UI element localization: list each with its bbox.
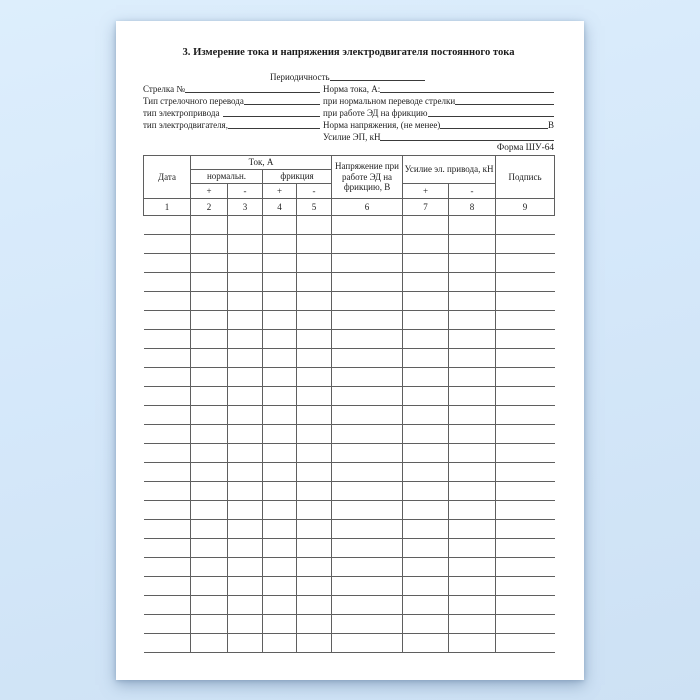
table-row	[144, 387, 555, 406]
empty-cell	[496, 596, 555, 615]
periodicity-label: Периодичность	[270, 72, 330, 82]
empty-cell	[191, 463, 228, 482]
empty-cell	[263, 539, 297, 558]
empty-cell	[297, 368, 332, 387]
empty-cell	[297, 520, 332, 539]
empty-cell	[403, 425, 449, 444]
empty-cell	[403, 615, 449, 634]
force-blank-line	[380, 131, 554, 141]
column-number: 8	[449, 199, 496, 216]
empty-cell	[228, 349, 263, 368]
empty-cell	[297, 235, 332, 254]
field-line-force	[143, 131, 554, 143]
empty-cell	[228, 596, 263, 615]
empty-cell	[332, 216, 403, 235]
empty-cell	[228, 216, 263, 235]
friction-work-blank-line	[428, 107, 554, 117]
empty-cell	[496, 444, 555, 463]
empty-cell	[263, 482, 297, 501]
empty-cell	[144, 463, 191, 482]
empty-cell	[449, 482, 496, 501]
empty-cell	[496, 292, 555, 311]
col-header-voltage: Напряжение при работе ЭД на фрикцию, В	[332, 156, 403, 199]
empty-cell	[228, 615, 263, 634]
empty-cell	[332, 368, 403, 387]
empty-cell	[263, 330, 297, 349]
empty-cell	[228, 558, 263, 577]
empty-cell	[144, 501, 191, 520]
column-number: 2	[191, 199, 228, 216]
empty-cell	[228, 634, 263, 653]
table-row	[144, 577, 555, 596]
empty-cell	[449, 349, 496, 368]
empty-cell	[297, 273, 332, 292]
empty-cell	[496, 577, 555, 596]
column-number: 4	[263, 199, 297, 216]
empty-cell	[144, 425, 191, 444]
empty-cell	[332, 482, 403, 501]
empty-cell	[228, 235, 263, 254]
empty-cell	[263, 311, 297, 330]
empty-cell	[263, 520, 297, 539]
sign-plus: +	[263, 184, 297, 199]
empty-cell	[449, 634, 496, 653]
table-row	[144, 444, 555, 463]
form-code: Форма ШУ-64	[496, 143, 554, 153]
empty-cell	[332, 254, 403, 273]
empty-cell	[403, 292, 449, 311]
col-header-current-group: Ток, А	[191, 156, 332, 170]
empty-cell	[496, 254, 555, 273]
empty-cell	[332, 615, 403, 634]
empty-cell	[496, 349, 555, 368]
empty-cell	[144, 349, 191, 368]
empty-cell	[228, 406, 263, 425]
empty-cell	[228, 577, 263, 596]
table-row	[144, 368, 555, 387]
empty-cell	[263, 463, 297, 482]
empty-cell	[228, 311, 263, 330]
empty-cell	[332, 387, 403, 406]
empty-cell	[263, 406, 297, 425]
empty-cell	[297, 634, 332, 653]
empty-cell	[297, 254, 332, 273]
empty-cell	[449, 425, 496, 444]
empty-cell	[403, 463, 449, 482]
empty-cell	[228, 482, 263, 501]
field-line-motor-type	[143, 119, 554, 131]
form-title: 3. Измерение тока и напряжения электродвигателя постоянного тока	[182, 47, 515, 58]
form-page	[116, 21, 584, 680]
empty-cell	[332, 273, 403, 292]
empty-cell	[297, 615, 332, 634]
empty-cell	[332, 311, 403, 330]
empty-cell	[496, 501, 555, 520]
col-header-date: Дата	[144, 156, 191, 199]
empty-cell	[297, 577, 332, 596]
sign-minus: -	[228, 184, 263, 199]
empty-cell	[144, 615, 191, 634]
empty-cell	[496, 539, 555, 558]
empty-cell	[297, 292, 332, 311]
empty-cell	[449, 292, 496, 311]
empty-cell	[403, 387, 449, 406]
empty-cell	[191, 273, 228, 292]
empty-cell	[449, 387, 496, 406]
table-row	[144, 501, 555, 520]
table-header	[144, 156, 555, 216]
switch-number-blank-line	[185, 83, 320, 93]
empty-cell	[403, 349, 449, 368]
empty-cell	[496, 482, 555, 501]
measurement-table	[143, 155, 555, 653]
empty-cell	[297, 463, 332, 482]
empty-cell	[191, 558, 228, 577]
empty-cell	[191, 254, 228, 273]
empty-cell	[228, 254, 263, 273]
empty-cell	[449, 368, 496, 387]
indent	[143, 71, 270, 83]
empty-cell	[263, 634, 297, 653]
empty-cell	[496, 425, 555, 444]
sign-minus: -	[449, 184, 496, 199]
table-row	[144, 235, 555, 254]
empty-cell	[403, 216, 449, 235]
empty-cell	[449, 558, 496, 577]
empty-cell	[332, 596, 403, 615]
empty-cell	[191, 368, 228, 387]
empty-cell	[191, 444, 228, 463]
voltage-norm-label: Норма напряжения, (не менее)	[323, 120, 441, 130]
empty-cell	[263, 216, 297, 235]
empty-cell	[449, 406, 496, 425]
empty-cell	[449, 330, 496, 349]
column-number: 3	[228, 199, 263, 216]
drive-type-blank-line	[223, 107, 320, 117]
empty-cell	[144, 216, 191, 235]
col-header-force: Усилие эл. привода, кН	[403, 156, 496, 184]
empty-cell	[191, 387, 228, 406]
motor-type-blank-line	[228, 119, 320, 129]
empty-cell	[403, 539, 449, 558]
empty-cell	[144, 311, 191, 330]
empty-cell	[449, 501, 496, 520]
empty-cell	[191, 520, 228, 539]
empty-cell	[144, 406, 191, 425]
table-row	[144, 254, 555, 273]
empty-cell	[144, 634, 191, 653]
empty-cell	[496, 235, 555, 254]
empty-cell	[228, 368, 263, 387]
empty-cell	[263, 235, 297, 254]
empty-cell	[263, 501, 297, 520]
table-body	[144, 216, 555, 653]
empty-cell	[191, 539, 228, 558]
empty-cell	[297, 216, 332, 235]
empty-cell	[403, 577, 449, 596]
empty-cell	[191, 330, 228, 349]
empty-cell	[263, 615, 297, 634]
table-row	[144, 311, 555, 330]
empty-cell	[228, 539, 263, 558]
empty-cell	[144, 444, 191, 463]
empty-cell	[228, 292, 263, 311]
empty-cell	[297, 501, 332, 520]
empty-cell	[263, 577, 297, 596]
table-row	[144, 596, 555, 615]
empty-cell	[332, 520, 403, 539]
table-row	[144, 216, 555, 235]
empty-cell	[228, 501, 263, 520]
empty-cell	[403, 444, 449, 463]
turnout-type-blank-line	[244, 95, 320, 105]
empty-cell	[228, 463, 263, 482]
empty-cell	[332, 634, 403, 653]
empty-cell	[403, 235, 449, 254]
empty-cell	[332, 444, 403, 463]
empty-cell	[191, 425, 228, 444]
empty-cell	[228, 387, 263, 406]
empty-cell	[144, 387, 191, 406]
empty-cell	[449, 577, 496, 596]
sign-plus: +	[191, 184, 228, 199]
column-number: 7	[403, 199, 449, 216]
empty-cell	[332, 463, 403, 482]
column-number: 5	[297, 199, 332, 216]
empty-cell	[144, 539, 191, 558]
empty-cell	[332, 425, 403, 444]
empty-left-column	[143, 131, 320, 143]
voltage-norm-blank-line	[440, 119, 548, 129]
current-norm-blank-line	[380, 83, 554, 93]
empty-cell	[297, 444, 332, 463]
empty-cell	[332, 501, 403, 520]
table-row	[144, 558, 555, 577]
field-line-periodicity	[143, 71, 554, 83]
force-label: Усилие ЭП, кН	[323, 132, 381, 142]
empty-cell	[144, 596, 191, 615]
empty-cell	[403, 596, 449, 615]
empty-cell	[191, 482, 228, 501]
table-row	[144, 482, 555, 501]
empty-cell	[496, 558, 555, 577]
empty-cell	[191, 349, 228, 368]
empty-cell	[332, 577, 403, 596]
empty-cell	[449, 596, 496, 615]
empty-cell	[332, 558, 403, 577]
empty-cell	[191, 577, 228, 596]
empty-cell	[263, 254, 297, 273]
sign-plus: +	[403, 184, 449, 199]
empty-cell	[297, 596, 332, 615]
empty-cell	[297, 330, 332, 349]
periodicity-blank-line	[330, 71, 425, 81]
current-norm-label: Норма тока, А:	[323, 84, 381, 94]
empty-cell	[449, 615, 496, 634]
sign-minus: -	[297, 184, 332, 199]
empty-cell	[228, 425, 263, 444]
empty-cell	[297, 349, 332, 368]
empty-cell	[496, 634, 555, 653]
empty-cell	[449, 235, 496, 254]
empty-cell	[191, 292, 228, 311]
empty-cell	[191, 634, 228, 653]
empty-cell	[403, 634, 449, 653]
table-row	[144, 463, 555, 482]
drive-type-label: тип электропривода	[143, 108, 220, 118]
empty-cell	[403, 254, 449, 273]
empty-cell	[191, 501, 228, 520]
motor-type-label: тип электродвигателя,	[143, 120, 228, 130]
table-row	[144, 634, 555, 653]
empty-cell	[332, 539, 403, 558]
empty-cell	[403, 330, 449, 349]
table-row	[144, 330, 555, 349]
empty-cell	[449, 311, 496, 330]
table-row	[144, 349, 555, 368]
empty-cell	[144, 330, 191, 349]
empty-cell	[191, 615, 228, 634]
empty-cell	[263, 444, 297, 463]
empty-cell	[263, 349, 297, 368]
table-row	[144, 425, 555, 444]
field-line-drive-type	[143, 107, 554, 119]
table-row	[144, 273, 555, 292]
table-row	[144, 406, 555, 425]
empty-cell	[496, 387, 555, 406]
empty-cell	[496, 406, 555, 425]
empty-cell	[144, 292, 191, 311]
normal-throw-blank-line	[455, 95, 554, 105]
empty-cell	[144, 273, 191, 292]
empty-cell	[263, 368, 297, 387]
column-number: 9	[496, 199, 555, 216]
friction-work-label: при работе ЭД на фрикцию	[323, 108, 428, 118]
empty-cell	[403, 273, 449, 292]
col-header-signature: Подпись	[496, 156, 555, 199]
empty-cell	[403, 558, 449, 577]
empty-cell	[496, 615, 555, 634]
empty-cell	[403, 406, 449, 425]
col-header-normal: нормальн.	[191, 170, 263, 184]
empty-cell	[403, 311, 449, 330]
switch-number-label: Стрелка №	[143, 84, 185, 94]
header-fields	[143, 71, 554, 143]
empty-cell	[332, 349, 403, 368]
empty-cell	[496, 216, 555, 235]
empty-cell	[263, 558, 297, 577]
empty-cell	[496, 273, 555, 292]
empty-cell	[228, 444, 263, 463]
empty-cell	[332, 330, 403, 349]
empty-cell	[263, 425, 297, 444]
empty-cell	[403, 520, 449, 539]
empty-cell	[228, 330, 263, 349]
empty-cell	[263, 596, 297, 615]
empty-cell	[297, 387, 332, 406]
empty-cell	[191, 216, 228, 235]
empty-cell	[144, 558, 191, 577]
empty-cell	[449, 463, 496, 482]
empty-cell	[496, 330, 555, 349]
empty-cell	[144, 520, 191, 539]
empty-cell	[297, 482, 332, 501]
empty-cell	[496, 463, 555, 482]
empty-cell	[297, 558, 332, 577]
empty-cell	[144, 368, 191, 387]
empty-cell	[144, 577, 191, 596]
empty-cell	[191, 311, 228, 330]
empty-cell	[449, 539, 496, 558]
table-row	[144, 615, 555, 634]
empty-cell	[263, 292, 297, 311]
empty-cell	[144, 235, 191, 254]
column-number: 1	[144, 199, 191, 216]
empty-cell	[332, 292, 403, 311]
column-number: 6	[332, 199, 403, 216]
empty-cell	[449, 444, 496, 463]
empty-cell	[449, 216, 496, 235]
empty-cell	[449, 520, 496, 539]
empty-cell	[403, 482, 449, 501]
empty-cell	[191, 235, 228, 254]
empty-cell	[449, 254, 496, 273]
empty-cell	[496, 368, 555, 387]
table-row	[144, 539, 555, 558]
empty-cell	[297, 406, 332, 425]
empty-cell	[297, 425, 332, 444]
empty-cell	[263, 273, 297, 292]
empty-cell	[496, 520, 555, 539]
empty-cell	[228, 520, 263, 539]
empty-cell	[191, 596, 228, 615]
empty-cell	[332, 235, 403, 254]
empty-cell	[403, 368, 449, 387]
voltage-unit-suffix: В	[547, 120, 554, 130]
empty-cell	[449, 273, 496, 292]
empty-cell	[144, 482, 191, 501]
field-line-switch-number	[143, 83, 554, 95]
empty-cell	[297, 311, 332, 330]
empty-cell	[332, 406, 403, 425]
empty-cell	[496, 311, 555, 330]
table-row	[144, 292, 555, 311]
table-row	[144, 520, 555, 539]
field-line-turnout-type	[143, 95, 554, 107]
normal-throw-label: при нормальном переводе стрелки	[323, 96, 456, 106]
turnout-type-label: Тип стрелочного перевода	[143, 96, 244, 106]
empty-cell	[228, 273, 263, 292]
empty-cell	[191, 406, 228, 425]
empty-cell	[144, 254, 191, 273]
empty-cell	[263, 387, 297, 406]
col-header-friction: фрикция	[263, 170, 332, 184]
empty-cell	[403, 501, 449, 520]
empty-cell	[297, 539, 332, 558]
